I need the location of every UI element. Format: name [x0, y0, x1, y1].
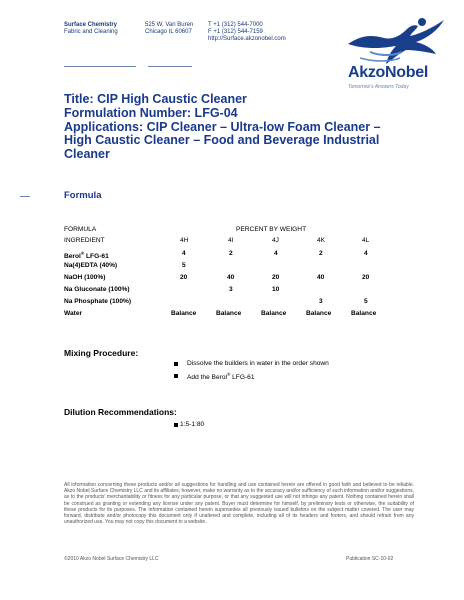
col-header-4l: 4L — [362, 237, 370, 244]
title-line: Applications: CIP Cleaner – Ultra-low Foam Cleaner – — [64, 119, 381, 134]
cell-value: 4 — [364, 250, 368, 257]
contact-url[interactable]: http://Surface.akzonobel.com — [208, 36, 286, 43]
bullet-icon — [174, 362, 178, 366]
document-title — [64, 93, 434, 162]
ingredient-name: NaOH (100%) — [64, 274, 106, 281]
header-divider-2 — [148, 66, 192, 67]
mixing-step-text: Add the Berol — [187, 374, 227, 382]
dilution-heading: Dilution Recommendations: — [64, 407, 177, 417]
ingredient-name: Water — [64, 310, 83, 317]
contact-phone: T +1 (312) 544-7000 — [208, 22, 263, 28]
dilution-item: 1:5-1:80 — [180, 421, 205, 428]
cell-value: 2 — [229, 250, 233, 257]
cell-value: 20 — [272, 274, 280, 281]
company-name: Surface Chemistry — [64, 22, 118, 28]
company-block — [64, 22, 118, 36]
mixing-step: Dissolve the builders in water in the order shown — [187, 360, 329, 367]
registered-mark: ® — [226, 372, 231, 377]
registered-mark: ® — [80, 251, 85, 256]
title-line: Title: CIP High Caustic Cleaner — [64, 92, 247, 106]
ingredient-name — [64, 250, 109, 261]
ingredient-name: Na Phosphate (100%) — [64, 298, 132, 305]
cell-value: Balance — [171, 310, 197, 317]
col-formula-label: FORMULA — [64, 226, 97, 233]
address-block — [145, 22, 193, 36]
bullet-icon — [174, 374, 178, 378]
akzonobel-figure-icon — [340, 14, 452, 66]
cell-value: 40 — [227, 274, 235, 281]
header-divider — [64, 66, 136, 67]
col-header-4j: 4J — [272, 237, 279, 244]
logo-wordmark: AkzoNobel — [348, 64, 428, 81]
col-header-4i: 4I — [228, 237, 234, 244]
cell-value: 4 — [274, 250, 278, 257]
cell-value: 3 — [229, 286, 233, 293]
col-ingredient-label: INGREDIENT — [64, 237, 105, 244]
disclaimer-text: All information concerning these products and/or all suggestions for handling and use contained herein are offered in good faith and believed to be reliable. Akzo Nobel Surface Chemistry LLC and its affiliates; however, make no warranty as to the accuracy and/or sufficiency of such information and/or suggestions, as to the products' merchantability or fitness for any particular purpose, or that any suggested use will not infringe any patent. Nothing contained herein shall be construed as granting or extending any license under any patent. Buyer must determine for himself, by preliminary tests or otherwise, the suitability of these products for its purposes. The information contained herein supersedes all previously issued bulletins on the subject matter covered. The user may forward, distribute and/or photocopy this document only if unaltered and complete, including all of its headers and footers, and should refrain from any unauthorized use. You may not copy this document to a website. — [64, 482, 414, 526]
footer-publication: Publication SC-10-02 — [346, 556, 394, 562]
title-line: Cleaner — [64, 147, 110, 162]
contact-fax: F +1 (312) 544-7159 — [208, 29, 263, 36]
address-street: 525 W. Van Buren — [145, 22, 194, 28]
cell-value: 20 — [180, 274, 188, 281]
logo-tagline: Tomorrow's Answers Today — [348, 84, 409, 90]
cell-value: Balance — [261, 310, 287, 317]
cell-value: 10 — [272, 286, 280, 293]
cell-value: Balance — [351, 310, 377, 317]
footer-copyright: ©2010 Akzo Nobel Surface Chemistry LLC — [64, 556, 159, 562]
ingredient-name: Na Gluconate (100%) — [64, 286, 130, 293]
address-city: Chicago IL 60607 — [145, 29, 192, 36]
cell-value: 40 — [317, 274, 325, 281]
title-line: Formulation Number: LFG-04 — [64, 105, 238, 120]
cell-value: 3 — [319, 298, 323, 305]
section-marker — [20, 196, 30, 197]
cell-value: 5 — [182, 262, 186, 269]
col-header-4h: 4H — [180, 237, 189, 244]
bullet-icon — [174, 423, 178, 427]
col-percent-label: PERCENT BY WEIGHT — [236, 226, 307, 233]
ingredient-name-main: Berol — [64, 253, 81, 261]
cell-value: 20 — [362, 274, 370, 281]
cell-value: 5 — [364, 298, 368, 305]
cell-value: 4 — [182, 250, 186, 257]
col-header-4k: 4K — [317, 237, 326, 244]
mixing-step — [187, 371, 254, 382]
ingredient-name-suffix: LFG-61 — [84, 253, 109, 261]
contact-block — [208, 22, 286, 44]
cell-value: 2 — [319, 250, 323, 257]
mixing-heading: Mixing Procedure: — [64, 348, 139, 358]
title-line: High Caustic Cleaner – Food and Beverage Industrial — [64, 133, 380, 148]
mixing-step-suffix: LFG-61 — [230, 374, 255, 382]
formula-heading: Formula — [64, 190, 102, 201]
company-division: Fabric and Cleaning — [64, 29, 118, 36]
ingredient-name: Na(4)EDTA (40%) — [64, 262, 118, 269]
cell-value: Balance — [216, 310, 242, 317]
cell-value: Balance — [306, 310, 332, 317]
